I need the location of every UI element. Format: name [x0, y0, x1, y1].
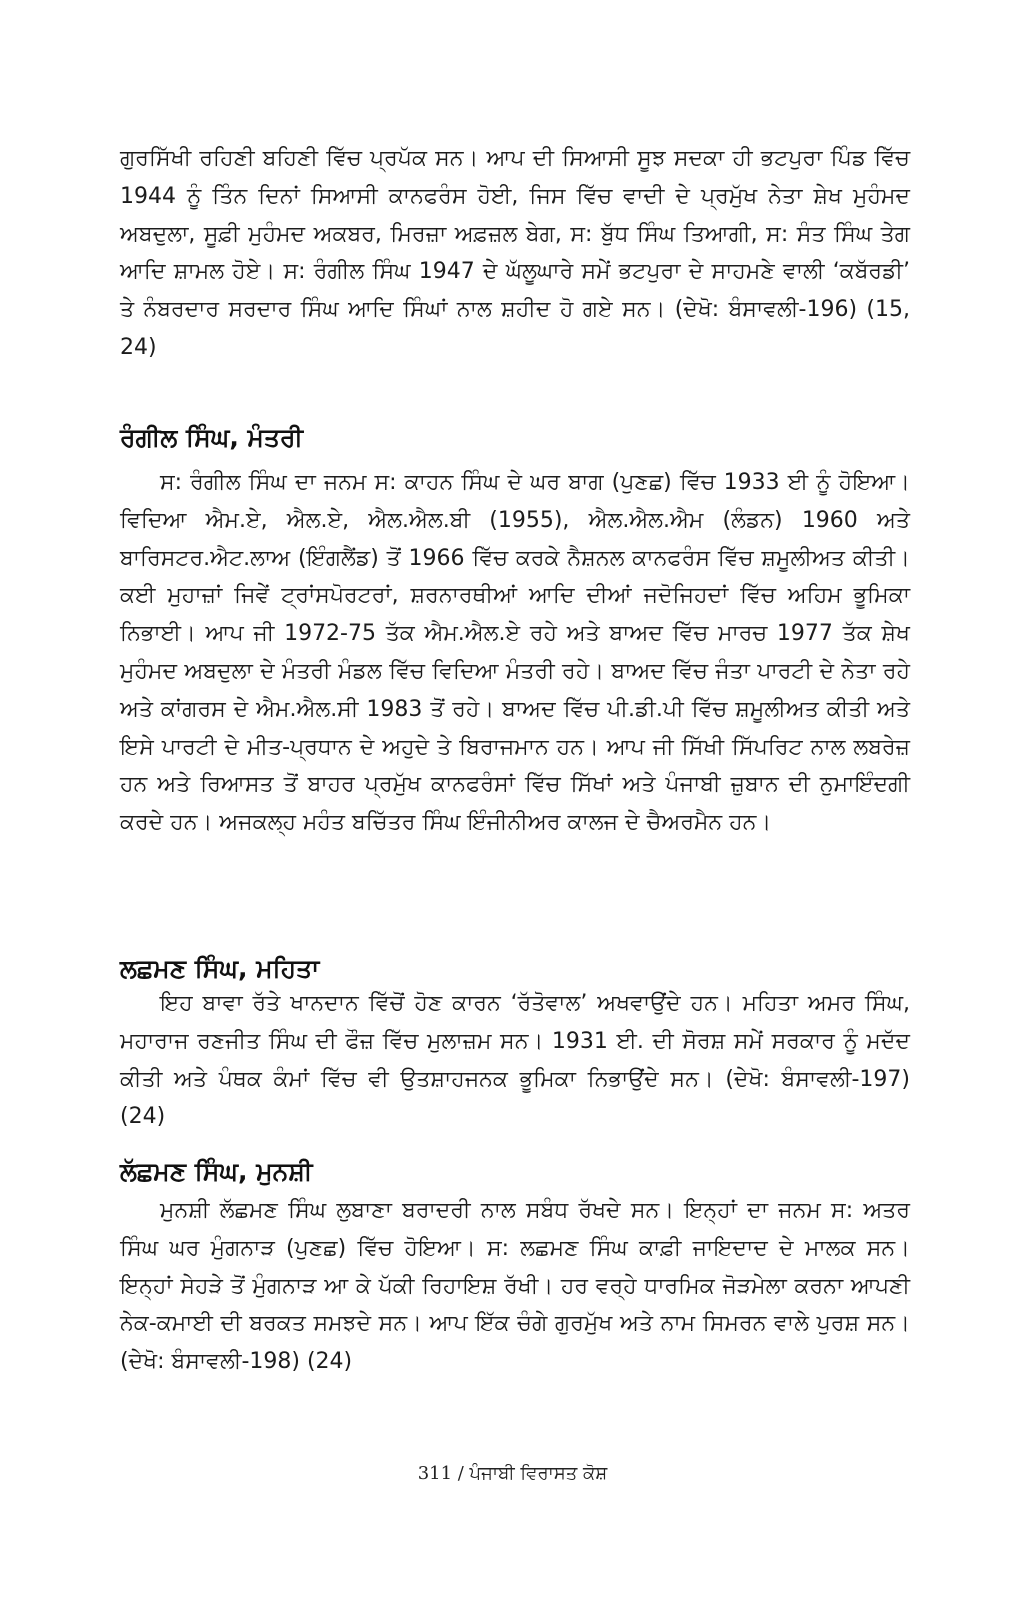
entry-body — [120, 464, 910, 842]
entry-heading: ਲਛਮਣ ਸਿੰਘ, ਮਹਿਤਾ — [120, 954, 320, 983]
entry-body — [120, 1192, 910, 1381]
paragraph: ਇਹ ਬਾਵਾ ਰੱਤੇ ਖਾਨਦਾਨ ਵਿੱਚੋਂ ਹੋਣ ਕਾਰਨ ‘ਰੱਤੋਵਾਲ’ ਅਖਵਾਉਂਦੇ ਹਨ। ਮਹਿਤਾ ਅਮਰ ਸਿੰਘ, ਮਹਾਰਾਜ ਰਣਜੀਤ ਸਿੰਘ ਦੀ ਫੌਜ਼ ਵਿੱਚ ਮੁਲਾਜ਼ਮ ਸਨ। 1931 ਈ. ਦੀ ਸੋਰਸ਼ ਸਮੇਂ ਸਰਕਾਰ ਨੂੰ ਮਦੱਦ ਕੀਤੀ ਅਤੇ ਪੰਥਕ ਕੰਮਾਂ ਵਿੱਚ ਵੀ ਉਤਸ਼ਾਹਜਨਕ ਭੂਮਿਕਾ ਨਿਭਾਉਂਦੇ ਸਨ। (ਦੇਖੋ: ਬੰਸਾਵਲੀ-197) (24) — [120, 991, 910, 1130]
entry-body — [120, 985, 910, 1136]
paragraph: ਮੁਨਸ਼ੀ ਲੱਛਮਣ ਸਿੰਘ ਲੁਬਾਣਾ ਬਰਾਦਰੀ ਨਾਲ ਸਬੰਧ ਰੱਖਦੇ ਸਨ। ਇਨ੍ਹਾਂ ਦਾ ਜਨਮ ਸ: ਅਤਰ ਸਿੰਘ ਘਰ ਮੁੰਗਨਾੜ (ਪੁਣਛ) ਵਿੱਚ ਹੋਇਆ। ਸ: ਲਛਮਣ ਸਿੰਘ ਕਾਫ਼ੀ ਜਾਇਦਾਦ ਦੇ ਮਾਲਕ ਸਨ। ਇਨ੍ਹਾਂ ਸੇਹੜੇ ਤੋਂ ਮੁੰਗਨਾੜ ਆ ਕੇ ਪੱਕੀ ਰਿਹਾਇਸ਼ ਰੱਖੀ। ਹਰ ਵਰ੍ਹੇ ਧਾਰਮਿਕ ਜੋੜਮੇਲਾ ਕਰਨਾ ਆਪਣੀ ਨੇਕ-ਕਮਾਈ ਦੀ ਬਰਕਤ ਸਮਝਦੇ ਸਨ। ਆਪ ਇੱਕ ਚੰਗੇ ਗੁਰਮੁੱਖ ਅਤੇ ਨਾਮ ਸਿਮਰਨ ਵਾਲੇ ਪੁਰਸ਼ ਸਨ। (ਦੇਖੋ: ਬੰਸਾਵਲੀ-198) (24) — [120, 1198, 910, 1375]
paragraph: ਸ: ਰੰਗੀਲ ਸਿੰਘ ਦਾ ਜਨਮ ਸ: ਕਾਹਨ ਸਿੰਘ ਦੇ ਘਰ ਬਾਗ (ਪੁਣਛ) ਵਿੱਚ 1933 ਈ ਨੂੰ ਹੋਇਆ। ਵਿਦਿਆ ਐਮ.ਏ, ਐਲ.ਏ, ਐਲ.ਐਲ.ਬੀ (1955), ਐਲ.ਐਲ.ਐਮ (ਲੰਡਨ) 1960 ਅਤੇ ਬਾਰਿਸਟਰ.ਐਟ.ਲਾਅ (ਇੰਗਲੈਂਡ) ਤੋਂ 1966 ਵਿੱਚ ਕਰਕੇ ਨੈਸ਼ਨਲ ਕਾਨਫਰੰਸ ਵਿੱਚ ਸ਼ਮੂਲੀਅਤ ਕੀਤੀ। ਕਈ ਮੁਹਾਜ਼ਾਂ ਜਿਵੇਂ ਟ੍ਰਾਂਸਪੋਰਟਰਾਂ, ਸ਼ਰਨਾਰਥੀਆਂ ਆਦਿ ਦੀਆਂ ਜਦੋਜਿਹਦਾਂ ਵਿੱਚ ਅਹਿਮ ਭੂਮਿਕਾ ਨਿਭਾਈ। ਆਪ ਜੀ 1972-75 ਤੱਕ ਐਮ.ਐਲ.ਏ ਰਹੇ ਅਤੇ ਬਾਅਦ ਵਿੱਚ ਮਾਰਚ 1977 ਤੱਕ ਸ਼ੇਖ ਮੁਹੰਮਦ ਅਬਦੁਲਾ ਦੇ ਮੰਤਰੀ ਮੰਡਲ ਵਿੱਚ ਵਿਦਿਆ ਮੰਤਰੀ ਰਹੇ। ਬਾਅਦ ਵਿੱਚ ਜੰਤਾ ਪਾਰਟੀ ਦੇ ਨੇਤਾ ਰਹੇ ਅਤੇ ਕਾਂਗਰਸ ਦੇ ਐਮ.ਐਲ.ਸੀ 1983 ਤੋਂ ਰਹੇ। ਬਾਅਦ ਵਿੱਚ ਪੀ.ਡੀ.ਪੀ ਵਿੱਚ ਸ਼ਮੂਲੀਅਤ ਕੀਤੀ ਅਤੇ ਇਸੇ ਪਾਰਟੀ ਦੇ ਮੀਤ-ਪ੍ਰਧਾਨ ਦੇ ਅਹੁਦੇ ਤੇ ਬਿਰਾਜਮਾਨ ਹਨ। ਆਪ ਜੀ ਸਿੱਖੀ ਸਿੱਪਰਿਟ ਨਾਲ ਲਬਰੇਜ਼ ਹਨ ਅਤੇ ਰਿਆਸਤ ਤੋਂ ਬਾਹਰ ਪ੍ਰਮੁੱਖ ਕਾਨਫਰੰਸਾਂ ਵਿੱਚ ਸਿੱਖਾਂ ਅਤੇ ਪੰਜਾਬੀ ਜ਼ੁਬਾਨ ਦੀ ਨੁਮਾਇੰਦਗੀ ਕਰਦੇ ਹਨ। ਅਜਕਲ੍ਹ ਮਹੰਤ ਬਚਿੱਤਰ ਸਿੰਘ ਇੰਜੀਨੀਅਰ ਕਾਲਜ ਦੇ ਚੈਅਰਮੈਨ ਹਨ। — [120, 470, 910, 836]
entry-heading: ਲੱਛਮਣ ਸਿੰਘ, ਮੁਨਸ਼ੀ — [120, 1157, 313, 1186]
entry-continuation — [120, 140, 910, 367]
page-footer: 311 / ਪੰਜਾਬੀ ਵਿਰਾਸਤ ਕੋਸ਼ — [417, 1463, 608, 1484]
entry-heading: ਰੰਗੀਲ ਸਿੰਘ, ਮੰਤਰੀ — [120, 423, 304, 452]
paragraph: ਗੁਰਸਿੱਖੀ ਰਹਿਣੀ ਬਹਿਣੀ ਵਿੱਚ ਪ੍ਰਪੱਕ ਸਨ। ਆਪ ਦੀ ਸਿਆਸੀ ਸੂਝ ਸਦਕਾ ਹੀ ਭਟਪੁਰਾ ਪਿੰਡ ਵਿੱਚ 1944 ਨੂੰ ਤਿੰਨ ਦਿਨਾਂ ਸਿਆਸੀ ਕਾਨਫਰੰਸ ਹੋਈ, ਜਿਸ ਵਿੱਚ ਵਾਦੀ ਦੇ ਪ੍ਰਮੁੱਖ ਨੇਤਾ ਸ਼ੇਖ ਮੁਹੰਮਦ ਅਬਦੁਲਾ, ਸੂਫ਼ੀ ਮੁਹੰਮਦ ਅਕਬਰ, ਮਿਰਜ਼ਾ ਅਫ਼ਜ਼ਲ ਬੇਗ, ਸ: ਬੁੱਧ ਸਿੰਘ ਤਿਆਗੀ, ਸ: ਸੰਤ ਸਿੰਘ ਤੇਗ ਆਦਿ ਸ਼ਾਮਲ ਹੋਏ। ਸ: ਰੰਗੀਲ ਸਿੰਘ 1947 ਦੇ ਘੱਲੂਘਾਰੇ ਸਮੇਂ ਭਟਪੁਰਾ ਦੇ ਸਾਹਮਣੇ ਵਾਲੀ ‘ਕਬੱਰਡੀ’ ਤੇ ਨੰਬਰਦਾਰ ਸਰਦਾਰ ਸਿੰਘ ਆਦਿ ਸਿੰਘਾਂ ਨਾਲ ਸ਼ਹੀਦ ਹੋ ਗਏ ਸਨ। (ਦੇਖੋ: ਬੰਸਾਵਲੀ-196) (15, 24) — [120, 146, 910, 360]
